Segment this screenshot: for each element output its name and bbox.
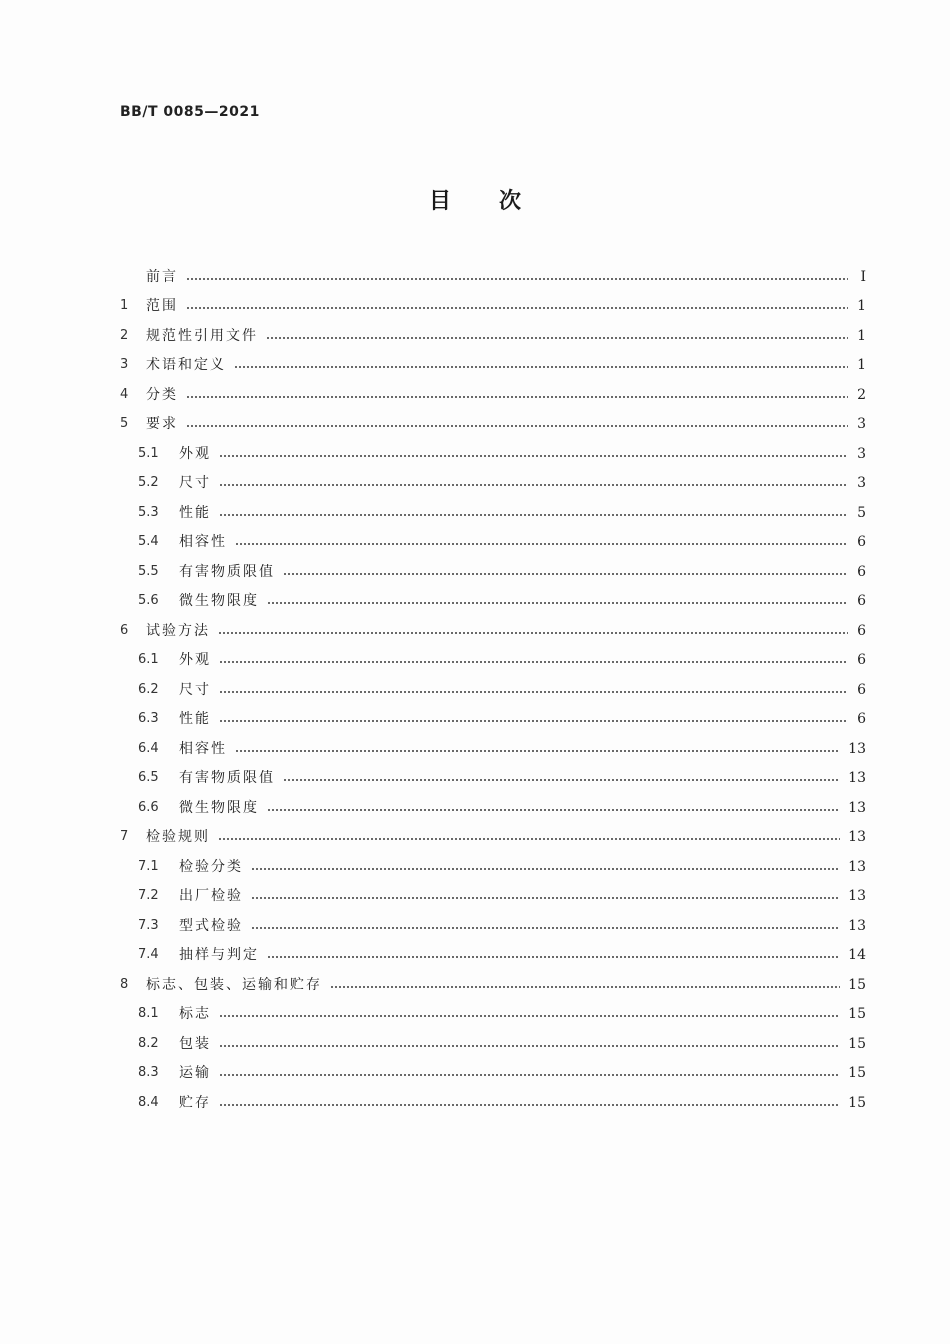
toc-entry-title: 要求 — [146, 416, 178, 433]
toc-entry[interactable] — [120, 734, 866, 764]
toc-entry-title: 外观 — [179, 445, 211, 462]
toc-entry-title: 术语和定义 — [146, 357, 226, 374]
toc-entry[interactable] — [120, 793, 866, 823]
toc-leader-dots — [219, 455, 848, 457]
toc-entry[interactable] — [120, 823, 866, 853]
toc-leader-dots — [219, 691, 848, 693]
toc-entry-page: 1 — [857, 298, 866, 315]
toc-leader-dots — [219, 514, 848, 516]
toc-entry-title: 外观 — [179, 652, 211, 669]
toc-entry-title: 微生物限度 — [179, 799, 259, 816]
toc-entry-page: 5 — [857, 504, 866, 521]
toc-entry-page: 14 — [848, 947, 866, 964]
toc-leader-dots — [186, 425, 848, 427]
toc-leader-dots — [266, 337, 848, 339]
toc-entry-title: 相容性 — [179, 740, 227, 757]
toc-entry-page: 6 — [857, 563, 866, 580]
toc-entry-page: 3 — [857, 416, 866, 433]
toc-entry[interactable] — [120, 911, 866, 941]
toc-entry[interactable] — [120, 528, 866, 558]
toc-entry[interactable] — [120, 1059, 866, 1089]
toc-entry[interactable] — [120, 970, 866, 1000]
toc-entry[interactable] — [120, 852, 866, 882]
toc-entry-number: 5.6 — [138, 593, 159, 609]
toc-entry[interactable] — [120, 882, 866, 912]
toc-entry-number: 5.5 — [138, 563, 159, 579]
toc-entry-page: 6 — [857, 681, 866, 698]
toc-leader-dots — [218, 632, 848, 634]
toc-leader-dots — [267, 956, 840, 958]
toc-entry-number: 7.3 — [138, 917, 159, 933]
toc-entry-page: 15 — [848, 1006, 866, 1023]
toc-entry[interactable] — [120, 764, 866, 794]
toc-entry-number: 5.4 — [138, 534, 159, 550]
toc-leader-dots — [251, 868, 840, 870]
toc-entry[interactable] — [120, 705, 866, 735]
toc-entry-number: 5 — [120, 416, 129, 432]
toc-entry-title: 运输 — [179, 1065, 211, 1082]
toc-entry-page: 15 — [848, 1094, 866, 1111]
toc-entry-page: 13 — [848, 917, 866, 934]
toc-entry-page: 6 — [857, 652, 866, 669]
toc-leader-dots — [219, 661, 848, 663]
toc-entry-number: 8 — [120, 976, 129, 992]
toc-entry-page: 6 — [857, 622, 866, 639]
toc-leader-dots — [330, 986, 840, 988]
toc-entry-title: 前言 — [146, 268, 178, 285]
toc-entry-title: 抽样与判定 — [179, 947, 259, 964]
toc-entry[interactable] — [120, 557, 866, 587]
toc-entry-title: 尺寸 — [179, 475, 211, 492]
toc-leader-dots — [251, 897, 840, 899]
toc-entry-page: 1 — [857, 357, 866, 374]
toc-entry-number: 3 — [120, 357, 129, 373]
toc-entry-page: 3 — [857, 475, 866, 492]
toc-entry-title: 试验方法 — [146, 622, 210, 639]
toc-leader-dots — [186, 396, 848, 398]
toc-entry-title: 出厂检验 — [179, 888, 243, 905]
toc-leader-dots — [283, 573, 848, 575]
toc-entry-number: 1 — [120, 298, 129, 314]
toc-entry-number: 8.4 — [138, 1094, 159, 1110]
toc-leader-dots — [186, 278, 848, 280]
toc-entry-title: 包装 — [179, 1035, 211, 1052]
toc-entry-title: 尺寸 — [179, 681, 211, 698]
toc-entry-number: 2 — [120, 327, 129, 343]
toc-entry[interactable] — [120, 616, 866, 646]
toc-entry-page: 2 — [857, 386, 866, 403]
toc-entry-title: 性能 — [179, 711, 211, 728]
toc-leader-dots — [267, 809, 840, 811]
toc-entry-title: 标志、包装、运输和贮存 — [146, 976, 322, 993]
toc-entry-title: 有害物质限值 — [179, 563, 275, 580]
toc-entry-number: 7.2 — [138, 888, 159, 904]
toc-leader-dots — [219, 1015, 840, 1017]
toc-entry-number: 5.3 — [138, 504, 159, 520]
toc-entry-title: 检验规则 — [146, 829, 210, 846]
toc-entry-page: 13 — [848, 858, 866, 875]
toc-leader-dots — [218, 838, 840, 840]
toc-leader-dots — [251, 927, 840, 929]
toc-entry[interactable] — [120, 1029, 866, 1059]
toc-entry-title: 检验分类 — [179, 858, 243, 875]
toc-entry-page: 3 — [857, 445, 866, 462]
standard-code: BB/T 0085—2021 — [120, 104, 260, 120]
toc-entry-number: 7.4 — [138, 947, 159, 963]
toc-entry[interactable] — [120, 439, 866, 469]
toc-entry[interactable] — [120, 646, 866, 676]
toc-entry-page: 13 — [848, 888, 866, 905]
page-title: 目次 — [428, 189, 569, 214]
toc-entry-title: 规范性引用文件 — [146, 327, 258, 344]
toc-entry-number: 8.2 — [138, 1035, 159, 1051]
toc-entry[interactable] — [120, 321, 866, 351]
toc-leader-dots — [219, 1045, 840, 1047]
toc-entry-page: 13 — [848, 740, 866, 757]
toc-entry-number: 6.4 — [138, 740, 159, 756]
toc-entry-page: 15 — [848, 976, 866, 993]
toc-entry-number: 6.5 — [138, 770, 159, 786]
toc-entry-page: 15 — [848, 1035, 866, 1052]
toc-entry-number: 7 — [120, 829, 129, 845]
toc-leader-dots — [234, 366, 848, 368]
toc-entry-number: 6.1 — [138, 652, 159, 668]
toc-entry-title: 贮存 — [179, 1094, 211, 1111]
toc-entry-title: 范围 — [146, 298, 178, 315]
toc-leader-dots — [186, 307, 848, 309]
toc-entry-page: 6 — [857, 711, 866, 728]
toc-entry[interactable] — [120, 380, 866, 410]
toc-entry[interactable] — [120, 1000, 866, 1030]
toc-list — [120, 262, 866, 1118]
toc-entry-title: 有害物质限值 — [179, 770, 275, 787]
toc-entry-page: 13 — [848, 770, 866, 787]
toc-entry-title: 分类 — [146, 386, 178, 403]
toc-leader-dots — [219, 484, 848, 486]
toc-entry-number: 6.3 — [138, 711, 159, 727]
toc-entry-title: 性能 — [179, 504, 211, 521]
toc-entry-title: 型式检验 — [179, 917, 243, 934]
toc-entry-page: 1 — [857, 327, 866, 344]
toc-leader-dots — [267, 602, 848, 604]
toc-entry-title: 微生物限度 — [179, 593, 259, 610]
toc-entry-number: 6.2 — [138, 681, 159, 697]
toc-entry-number: 6 — [120, 622, 129, 638]
toc-entry-number: 7.1 — [138, 858, 159, 874]
toc-entry-number: 6.6 — [138, 799, 159, 815]
toc-entry[interactable] — [120, 262, 866, 292]
toc-entry-number: 4 — [120, 386, 129, 402]
toc-entry[interactable] — [120, 498, 866, 528]
toc-entry-page: 15 — [848, 1065, 866, 1082]
toc-entry-number: 5.2 — [138, 475, 159, 491]
toc-leader-dots — [219, 1104, 840, 1106]
toc-leader-dots — [219, 720, 848, 722]
toc-entry-page: Ⅰ — [860, 268, 866, 285]
toc-entry[interactable] — [120, 587, 866, 617]
toc-entry-number: 8.1 — [138, 1006, 159, 1022]
toc-entry-title: 相容性 — [179, 534, 227, 551]
toc-leader-dots — [235, 543, 848, 545]
toc-entry[interactable] — [120, 351, 866, 381]
toc-entry[interactable] — [120, 469, 866, 499]
toc-leader-dots — [235, 750, 840, 752]
toc-entry-title: 标志 — [179, 1006, 211, 1023]
toc-entry-page: 13 — [848, 799, 866, 816]
toc-entry-page: 6 — [857, 593, 866, 610]
toc-entry[interactable] — [120, 410, 866, 440]
toc-entry[interactable] — [120, 1088, 866, 1118]
toc-entry[interactable] — [120, 675, 866, 705]
toc-entry[interactable] — [120, 292, 866, 322]
toc-entry[interactable] — [120, 941, 866, 971]
toc-leader-dots — [219, 1074, 840, 1076]
toc-leader-dots — [283, 779, 840, 781]
toc-entry-number: 8.3 — [138, 1065, 159, 1081]
toc-entry-page: 6 — [857, 534, 866, 551]
toc-entry-number: 5.1 — [138, 445, 159, 461]
toc-entry-page: 13 — [848, 829, 866, 846]
